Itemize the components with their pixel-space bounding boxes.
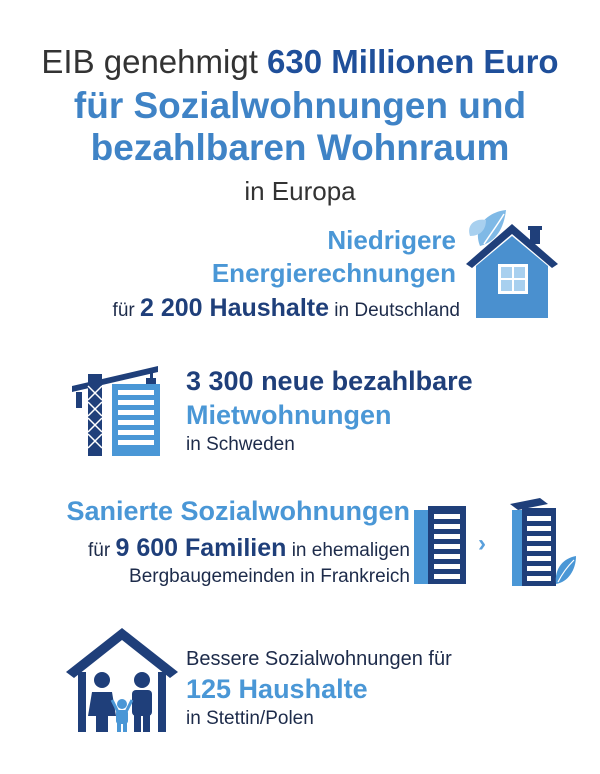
old-building-icon	[414, 506, 466, 584]
s1-highlight: 2 200 Haushalte	[140, 294, 330, 322]
s3-heading: Sanierte Sozialwohnungen	[66, 496, 410, 526]
title-line4: in Europa	[244, 176, 356, 206]
title-line1	[0, 40, 600, 84]
family-house-icon	[66, 628, 178, 732]
crane-building-icon	[68, 356, 176, 456]
s2-heading1: 3 300 neue bezahlbare	[186, 366, 473, 396]
s2-heading2: Mietwohnungen	[186, 400, 392, 430]
s3-post: in ehemaligen	[291, 540, 410, 561]
chevron-right-icon: ›	[478, 530, 486, 557]
s1-pre: für	[112, 300, 135, 321]
s3-line3: Bergbaugemeinden in Frankreich	[129, 566, 410, 587]
title-amount: 630 Millionen Euro	[267, 43, 559, 80]
title-line2: für Sozialwohnungen und	[73, 85, 527, 126]
renovated-building-icon	[500, 498, 580, 586]
s1-post: in Deutschland	[334, 300, 460, 321]
s4-line1: Bessere Sozialwohnungen für	[186, 648, 452, 670]
s3-line2	[10, 534, 410, 563]
title-prefix: EIB genehmigt	[41, 43, 258, 80]
title-line3: bezahlbaren Wohnraum	[90, 127, 510, 168]
eco-house-icon	[462, 206, 562, 322]
s1-heading1: Niedrigere	[327, 225, 456, 255]
s1-heading2: Energierechnungen	[211, 258, 456, 288]
s3-pre: für	[88, 540, 111, 561]
s4-line3: in Stettin/Polen	[186, 708, 314, 729]
s4-highlight: 125 Haushalte	[186, 674, 368, 704]
s3-highlight: 9 600 Familien	[115, 534, 287, 562]
s1-line3	[20, 294, 460, 323]
s2-sub: in Schweden	[186, 434, 295, 455]
